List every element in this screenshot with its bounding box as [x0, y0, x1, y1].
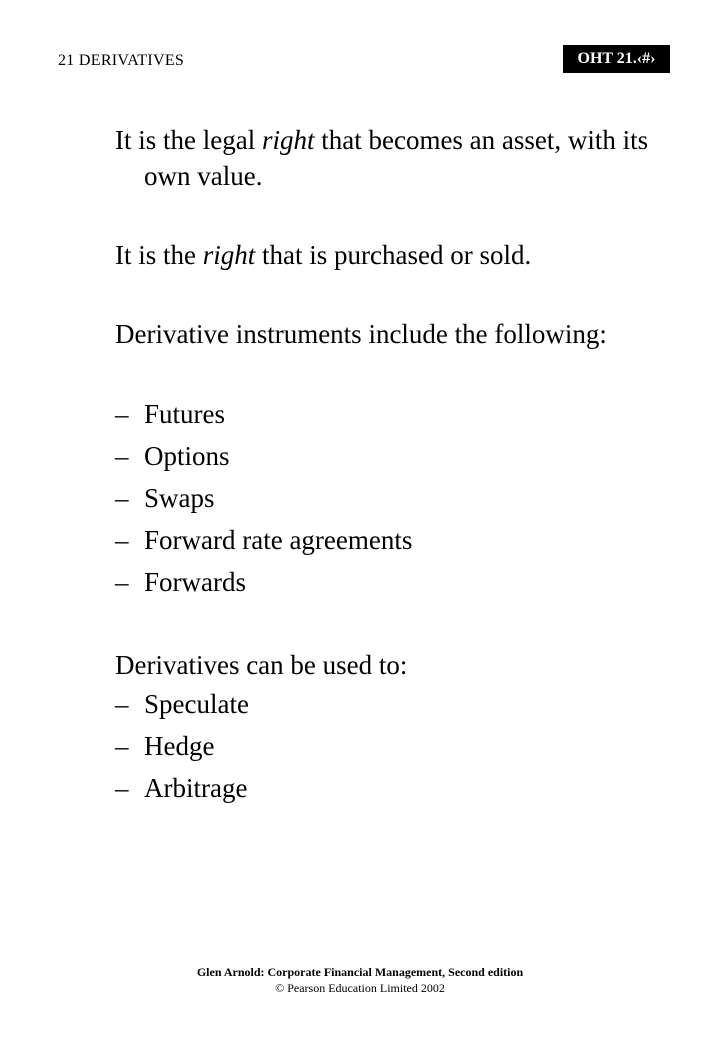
dash-bullet: – — [115, 399, 129, 429]
list-item — [115, 725, 675, 767]
purchased-right-paragraph — [115, 237, 675, 273]
emphasis-right: right — [202, 240, 256, 270]
footer-author: Glen Arnold: Corporate Financial Management, Second edition — [196, 965, 524, 979]
chapter-label: 21 DERIVATIVES — [58, 52, 185, 69]
text-run: It is the — [115, 240, 203, 270]
footer — [0, 964, 720, 996]
dash-bullet: – — [115, 567, 129, 597]
list-item — [115, 393, 675, 435]
emphasis-right: right — [261, 125, 315, 155]
list-item-label: Options — [144, 441, 230, 471]
dash-bullet: – — [115, 689, 129, 719]
instruments-intro: Derivative instruments include the following: — [115, 319, 607, 349]
dash-bullet: – — [115, 483, 129, 513]
list-item — [115, 519, 675, 561]
instruments-list — [115, 393, 675, 603]
dash-bullet: – — [115, 441, 129, 471]
list-item — [115, 435, 675, 477]
text-run: It is the legal — [115, 125, 262, 155]
list-item-label: Swaps — [144, 483, 215, 513]
dash-bullet: – — [115, 773, 129, 803]
list-item-label: Speculate — [144, 689, 249, 719]
legal-right-paragraph — [115, 122, 675, 194]
dash-bullet: – — [115, 525, 129, 555]
footer-copyright: © Pearson Education Limited 2002 — [275, 981, 445, 995]
list-item — [115, 767, 675, 809]
list-item-label: Arbitrage — [144, 773, 248, 803]
text-run: that is purchased or sold. — [255, 240, 532, 270]
list-item-label: Hedge — [144, 731, 215, 761]
list-item — [115, 561, 675, 603]
uses-list — [115, 683, 675, 809]
text-run: that becomes an asset, with its own value. — [144, 125, 649, 191]
uses-heading: Derivatives can be used to: — [115, 650, 408, 680]
list-item-label: Futures — [144, 399, 225, 429]
slide-number-badge: OHT 21.‹#› — [563, 45, 670, 73]
list-item-label: Forward rate agreements — [144, 525, 413, 555]
dash-bullet: – — [115, 731, 129, 761]
list-item — [115, 477, 675, 519]
list-item-label: Forwards — [144, 567, 246, 597]
slide-content — [115, 122, 675, 809]
list-item — [115, 683, 675, 725]
